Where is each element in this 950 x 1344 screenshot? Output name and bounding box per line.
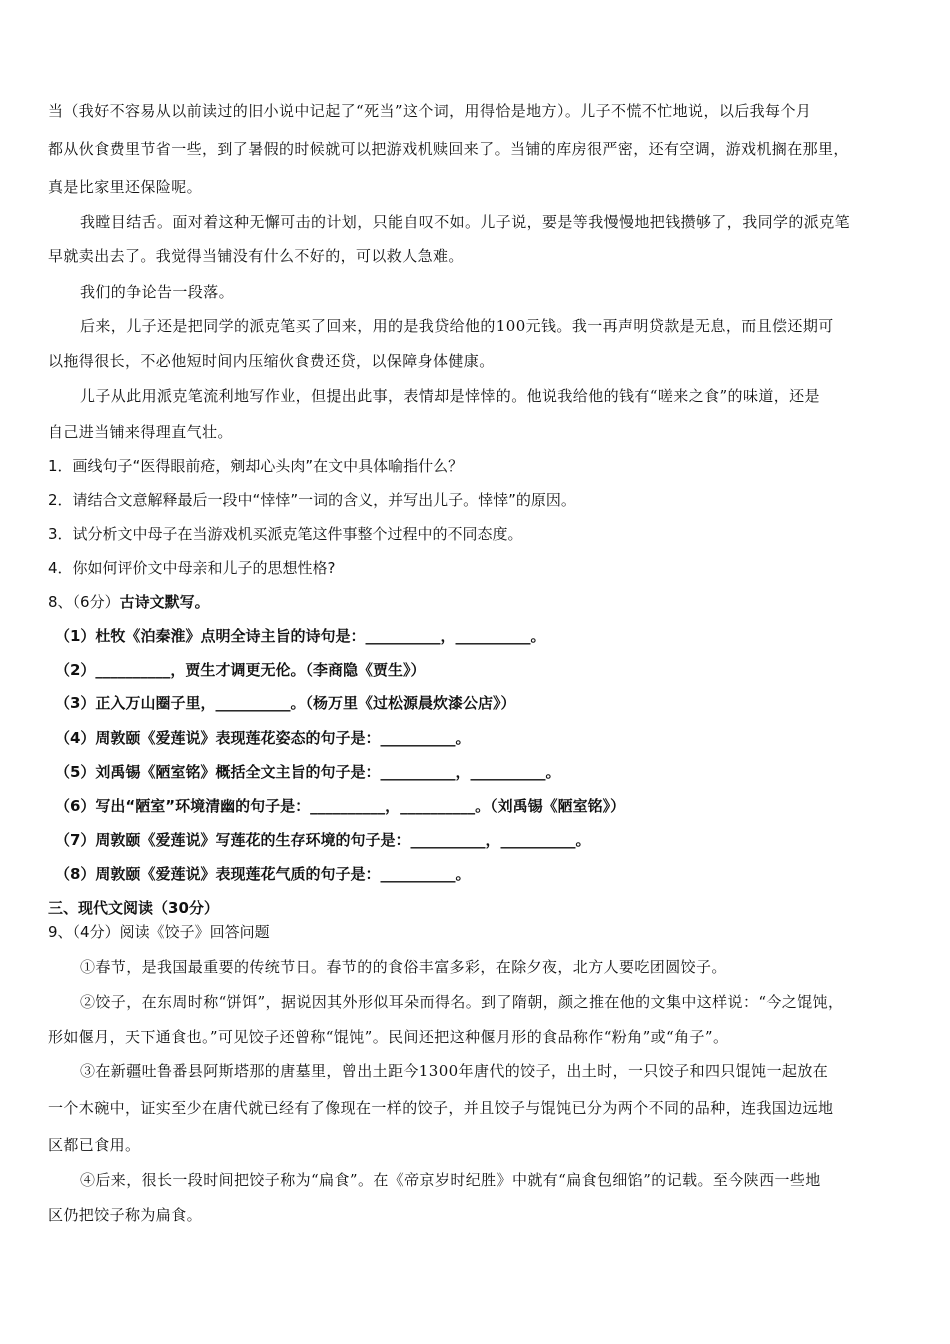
recitation-item-4: （4）周敦颐《爱莲说》表现莲花姿态的句子是：__________。 xyxy=(55,729,471,747)
question-2: 2．请结合文意解释最后一段中“悻悻”一词的含义，并写出儿子。悻悻”的原因。 xyxy=(48,491,576,509)
passage-line: 都从伙食费里节省一些，到了暑假的时候就可以把游戏机赎回来了。当铺的库房很严密，还有空调，游戏机搁在那里， xyxy=(48,140,849,158)
recitation-item-1: （1）杜牧《泊秦淮》点明全诗主旨的诗句是：__________，__________。 xyxy=(55,627,546,645)
passage-line: 儿子从此用派克笔流利地写作业，但提出此事，表情却是悻悻的。他说我给他的钱有“嗟来之食”的味道，还是 xyxy=(80,387,820,405)
passage-line: 我瞠目结舌。面对着这种无懈可击的计划，只能自叹不如。儿子说，要是等我慢慢地把钱攒够了，我同学的派克笔 xyxy=(80,213,851,231)
passage-line: 区都已食用。 xyxy=(48,1136,141,1154)
passage-line: 我们的争论告一段落。 xyxy=(80,283,235,301)
passage-line: 一个木碗中，证实至少在唐代就已经有了像现在一样的饺子，并且饺子与馄饨已分为两个不同的品种，连我国边远地 xyxy=(48,1099,834,1117)
section-3-title: 三、现代文阅读（30分） xyxy=(48,899,219,917)
recitation-item-8: （8）周敦颐《爱莲说》表现莲花气质的句子是：__________。 xyxy=(55,865,471,883)
passage-line: 区仍把饺子称为扁食。 xyxy=(48,1206,203,1224)
question-4: 4．你如何评价文中母亲和儿子的思想性格? xyxy=(48,559,336,577)
passage-line: 以拖得很长，不必他短时间内压缩伙食费还贷，以保障身体健康。 xyxy=(48,352,495,370)
section-8-title: 古诗文默写。 xyxy=(119,593,210,611)
question-1: 1．画线句子“医得眼前疮，剜却心头肉”在文中具体喻指什么？ xyxy=(48,457,464,475)
passage-line: 早就卖出去了。我觉得当铺没有什么不好的，可以救人急难。 xyxy=(48,247,464,265)
recitation-item-6: （6）写出“陋室”环境清幽的句子是：__________，__________。（刘禹锡《陋室铭》） xyxy=(55,797,626,815)
passage-line: ④后来，很长一段时间把饺子称为“扁食”。在《帝京岁时纪胜》中就有“扁食包细馅”的记载。至今陕西一些地 xyxy=(80,1171,821,1189)
passage-line: 自己进当铺来得理直气壮。 xyxy=(48,423,233,441)
question-3: 3．试分析文中母子在当游戏机买派克笔这件事整个过程中的不同态度。 xyxy=(48,525,523,543)
passage-line: 真是比家里还保险呢。 xyxy=(48,178,203,196)
recitation-item-2: （2）__________，贾生才调更无伦。（李商隐《贾生》） xyxy=(55,661,426,679)
passage-line: 形如偃月，天下通食也。”可见饺子还曾称“馄饨”。民间还把这种偃月形的食品称作“粉角”或“角子”。 xyxy=(48,1028,729,1046)
passage-line: ①春节，是我国最重要的传统节日。春节的的食俗丰富多彩，在除夕夜，北方人要吃团圆饺子。 xyxy=(80,958,727,976)
passage-line: ②饺子，在东周时称“饼饵”，据说因其外形似耳朵而得名。到了隋朝，颜之推在他的文集中这样说：“今之馄饨， xyxy=(80,993,844,1011)
section-8-header xyxy=(48,591,910,613)
passage-line: 后来，儿子还是把同学的派克笔买了回来，用的是我贷给他的100元钱。我一再声明贷款是无息，而且偿还期可 xyxy=(80,317,834,335)
recitation-item-7: （7）周敦颐《爱莲说》写莲花的生存环境的句子是：__________，__________。 xyxy=(55,831,591,849)
recitation-item-3: （3）正入万山圈子里，__________。（杨万里《过松源晨炊漆公店》） xyxy=(55,694,516,712)
section-8-prefix: 8、（6分） xyxy=(48,593,120,611)
passage-line: 当（我好不容易从以前读过的旧小说中记起了“死当”这个词，用得恰是地方）。儿子不慌不忙地说，以后我每个月 xyxy=(48,102,812,120)
question-9-header: 9、（4分）阅读《饺子》回答问题 xyxy=(48,923,270,941)
passage-line: ③在新疆吐鲁番县阿斯塔那的唐墓里，曾出土距今1300年唐代的饺子，出土时，一只饺子和四只馄饨一起放在 xyxy=(80,1062,829,1080)
recitation-item-5: （5）刘禹锡《陋室铭》概括全文主旨的句子是：__________，__________。 xyxy=(55,763,561,781)
